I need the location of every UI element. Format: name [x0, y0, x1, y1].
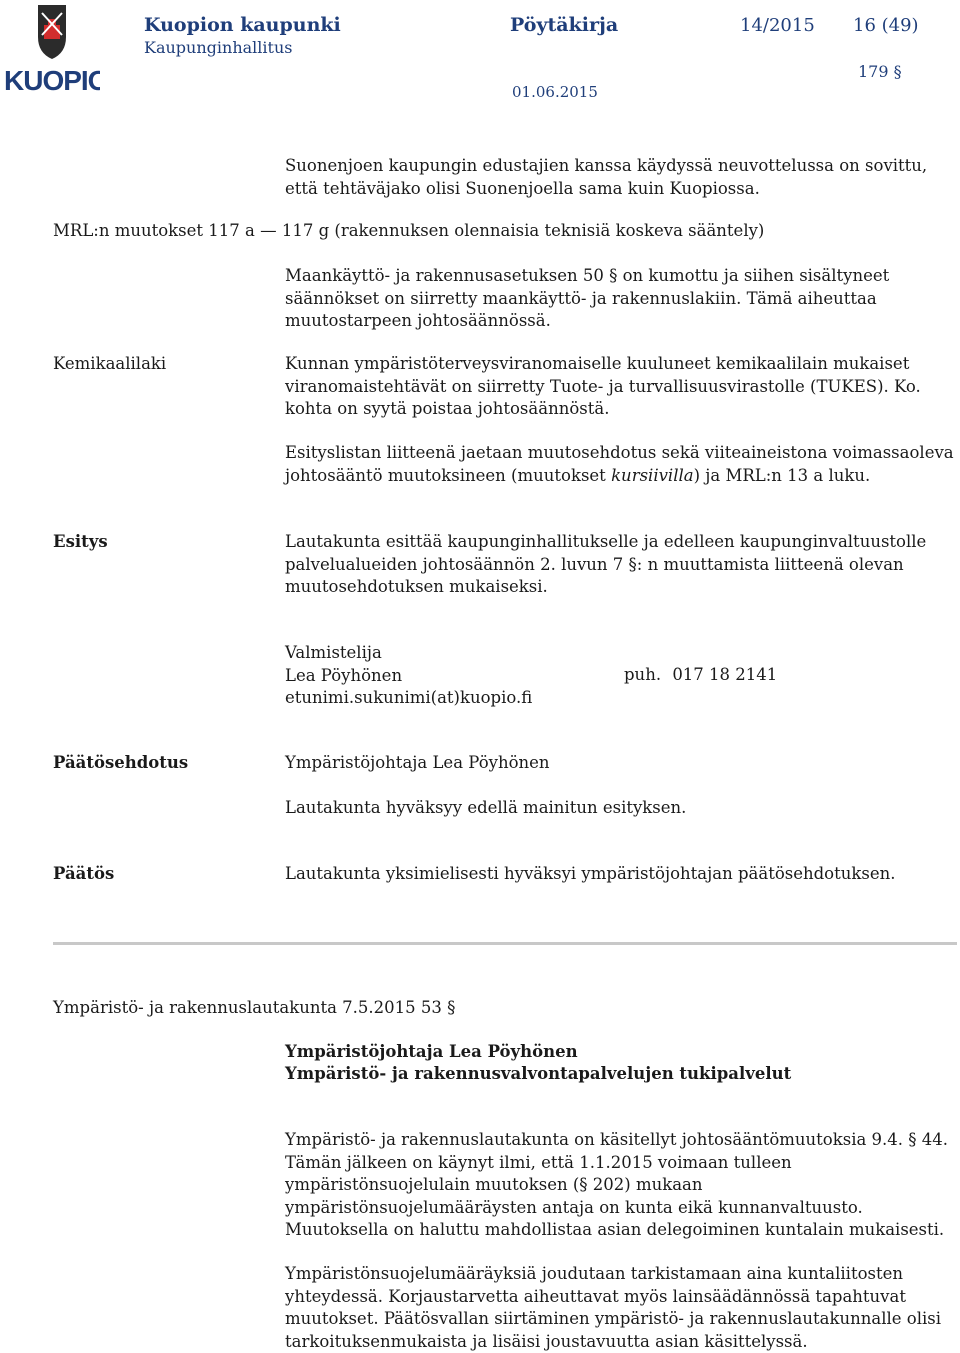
- paatosehdotus-proposer: Ympäristöjohtaja Lea Pöyhönen: [285, 753, 550, 772]
- valmistelija-email: etunimi.sukunimi(at)kuopio.fi: [285, 688, 533, 707]
- doc-number: 14/2015: [740, 15, 815, 36]
- section-reference: Ympäristö- ja rakennuslautakunta 7.5.2015 53 §: [53, 998, 456, 1017]
- paatosehdotus-label: Päätösehdotus: [53, 753, 189, 772]
- phone-label: puh.: [624, 665, 662, 684]
- mrl-paragraph: Maankäyttö- ja rakennusasetuksen 50 § on kumottu ja siihen sisältyneet säännökset on siirretty maankäyttö- ja rakennuslakiin. Tämä aiheuttaa muutostarpeen johtosäännössä.: [285, 266, 890, 330]
- logo-wordmark: KUOPIO: [4, 65, 100, 95]
- liite-paragraph: [285, 442, 955, 487]
- paatos-text: Lautakunta yksimielisesti hyväksyi ympäristöjohtajan päätösehdotuksen.: [285, 864, 896, 883]
- coat-of-arms-icon: [38, 5, 66, 59]
- esitys-text: Lautakunta esittää kaupunginhallitukselle ja edelleen kaupunginvaltuustolle palvelualueiden johtosäännön 2. luvun 7 §: n muuttamista liitteenä olevan muutosehdotuksen mukaiseksi.: [285, 532, 927, 596]
- valmistelija-block: [285, 642, 532, 710]
- valmistelija-title: Valmistelija: [285, 643, 382, 662]
- intro-paragraph: Suonenjoen kaupungin edustajien kanssa käydyssä neuvottelussa on sovittu, että tehtäväjako olisi Suonenjoella sama kuin Kuopiossa.: [285, 156, 928, 198]
- liite-text-1: Esityslistan liitteenä jaetaan muutosehdotus sekä viiteaineistona voimassaoleva johtosääntö muutoksineen (muutokset: [285, 443, 954, 485]
- esitys-label: Esitys: [53, 532, 108, 551]
- section-title-2: Ympäristö- ja rakennusvalvontapalvelujen tukipalvelut: [285, 1064, 792, 1083]
- paatosehdotus-text: Lautakunta hyväksyy edellä mainitun esityksen.: [285, 798, 687, 817]
- phone-line: [624, 664, 777, 687]
- phone-number: 017 18 2141: [672, 665, 778, 684]
- page-number: 16 (49): [853, 15, 919, 36]
- kemikaalilaki-paragraph: Kunnan ympäristöterveysviranomaiselle kuuluneet kemikaalilain mukaiset viranomaistehtävät on siirretty Tuote- ja turvallisuusvirastolle (TUKES). Ko. kohta on syytä poistaa johtosäännöstä.: [285, 354, 921, 418]
- section-divider: [53, 942, 957, 945]
- section-paragraph-2: Ympäristönsuojelumääräyksiä joudutaan tarkistamaan aina kuntaliitosten yhteydessä. Korjaustarvetta aiheuttavat myös lainsäädännössä tapahtuvat muutokset. Päätösvallan siirtäminen ympäristö- ja rakennuslautakunnalle olisi tarkoituksenmukaista ja lisäisi joustavuutta asian käsittelyssä.: [285, 1264, 942, 1351]
- section-number: 179 §: [858, 62, 902, 81]
- body-name: Kaupunginhallitus: [144, 38, 293, 57]
- liite-text-2: ) ja MRL:n 13 a luku.: [693, 465, 871, 485]
- paatos-label: Päätös: [53, 864, 115, 883]
- mrl-heading: MRL:n muutokset 117 a — 117 g (rakennuksen olennaisia teknisiä koskeva sääntely): [53, 221, 765, 240]
- section-paragraph-1: Ympäristö- ja rakennuslautakunta on käsitellyt johtosääntömuutoksia 9.4. § 44. Tämän jälkeen on käynyt ilmi, että 1.1.2015 voimaan tulleen ympäristönsuojelulain muutoksen (§ 202) mukaan ympäristönsuojelumääräysten antaja on kunta eikä kunnanvaltuusto. Muutoksella on haluttu mahdollistaa asian delegoiminen kuntalain mukaisesti.: [285, 1130, 949, 1239]
- section-title-1: Ympäristöjohtaja Lea Pöyhönen: [285, 1042, 578, 1061]
- doc-type: Pöytäkirja: [510, 14, 619, 36]
- kemikaalilaki-label: Kemikaalilaki: [53, 354, 167, 373]
- city-name: Kuopion kaupunki: [144, 14, 341, 36]
- meeting-date: 01.06.2015: [512, 83, 598, 101]
- liite-text-italic: kursiivilla: [611, 465, 694, 485]
- kuopio-logo: [4, 3, 100, 95]
- valmistelija-name: Lea Pöyhönen: [285, 665, 403, 685]
